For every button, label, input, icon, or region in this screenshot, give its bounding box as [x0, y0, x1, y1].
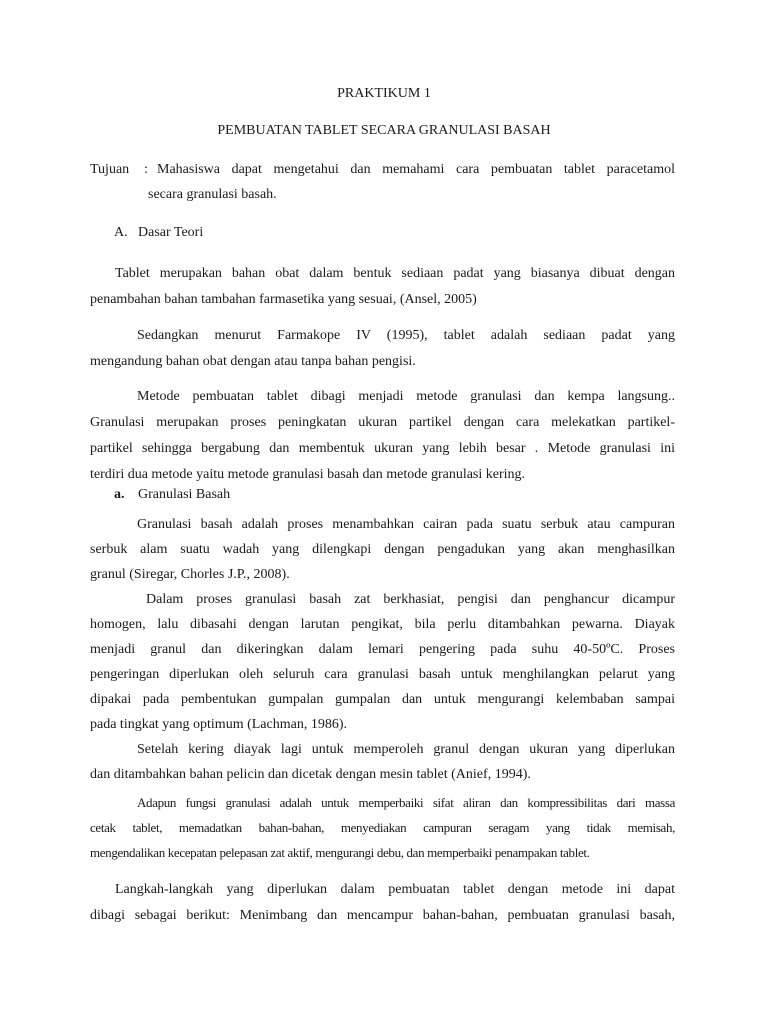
page-title: PRAKTIKUM 1 — [337, 86, 431, 101]
paragraph-line: Granulasi merupakan proses peningkatan ukuran partikel dengan cara melekatkan partikel- — [90, 415, 675, 430]
paragraph-line: menjadi granul dan dikeringkan dalam lemari pengering pada suhu 40-50ºC. Proses — [90, 642, 675, 657]
paragraph-fungsi-granulasi — [90, 790, 675, 865]
section-a-marker: A. — [114, 225, 128, 240]
subsection-a-title: Granulasi Basah — [138, 487, 231, 502]
paragraph-line: terdiri dua metode yaitu metode granulasi basah dan metode granulasi kering. — [90, 467, 526, 482]
paragraph-line: Metode pembuatan tablet dibagi menjadi metode granulasi dan kempa langsung.. — [137, 389, 675, 404]
paragraph-line: dan ditambahkan bahan pelicin dan dicetak dengan mesin tablet (Anief, 1994). — [90, 767, 531, 782]
paragraph-farmakope — [90, 323, 675, 375]
paragraph-metode — [90, 384, 675, 488]
paragraph-line: Adapun fungsi granulasi adalah untuk memperbaiki sifat aliran dan kompressibilitas dari massa — [137, 795, 675, 810]
paragraph-line: serbuk alam suatu wadah yang dilengkapi dengan pengadukan yang akan menghasilkan — [90, 542, 675, 557]
paragraph-line: Sedangkan menurut Farmakope IV (1995), tablet adalah sediaan padat yang — [137, 328, 675, 343]
tujuan-line-2: secara granulasi basah. — [148, 187, 277, 202]
paragraph-proses — [90, 587, 675, 737]
paragraph-line: dibagi sebagai berikut: Menimbang dan mencampur bahan-bahan, pembuatan granulasi basah, — [90, 908, 675, 923]
paragraph-line: pengeringan diperlukan oleh seluruh cara granulasi basah untuk menghilangkan pelarut yang — [90, 667, 675, 682]
paragraph-line: Dalam proses granulasi basah zat berkhasiat, pengisi dan penghancur dicampur — [146, 592, 675, 607]
paragraph-granulasi-basah — [90, 512, 675, 587]
paragraph-langkah — [90, 877, 675, 929]
paragraph-line: cetak tablet, memadatkan bahan-bahan, menyediakan campuran seragam yang tidak memisah, — [90, 820, 675, 835]
paragraph-line: dipakai pada pembentukan gumpalan gumpalan dan untuk mengurangi kelembaban sampai — [90, 692, 675, 707]
paragraph-line: partikel sehingga bergabung dan membentuk ukuran yang lebih besar . Metode granulasi ini — [90, 441, 675, 456]
paragraph-line: penambahan bahan tambahan farmasetika yang sesuai, (Ansel, 2005) — [90, 292, 477, 307]
paragraph-line: Tablet merupakan bahan obat dalam bentuk sediaan padat yang biasanya dibuat dengan — [115, 266, 675, 281]
tujuan-line-1: Mahasiswa dapat mengetahui dan memahami cara pembuatan tablet paracetamol — [157, 162, 675, 177]
paragraph-line: Langkah-langkah yang diperlukan dalam pembuatan tablet dengan metode ini dapat — [115, 882, 675, 897]
paragraph-line: granul (Siregar, Chorles J.P., 2008). — [90, 567, 290, 582]
page-subtitle: PEMBUATAN TABLET SECARA GRANULASI BASAH — [217, 123, 551, 138]
paragraph-tablet-definition — [90, 261, 675, 313]
paragraph-line: Setelah kering diayak lagi untuk memperoleh granul dengan ukuran yang diperlukan — [137, 742, 675, 757]
tujuan-separator: : — [144, 162, 148, 177]
paragraph-line: pada tingkat yang optimum (Lachman, 1986). — [90, 717, 347, 732]
paragraph-line: homogen, lalu dibasahi dengan larutan pengikat, bila perlu ditambahkan pewarna. Diayak — [90, 617, 675, 632]
paragraph-line: mengandung bahan obat dengan atau tanpa bahan pengisi. — [90, 354, 416, 369]
section-a-title: Dasar Teori — [138, 225, 204, 240]
paragraph-setelah-kering — [90, 737, 675, 787]
tujuan-label: Tujuan — [90, 162, 130, 177]
subsection-a-marker: a. — [114, 487, 125, 502]
paragraph-line: mengendalikan kecepatan pelepasan zat aktif, mengurangi debu, dan memperbaiki penampakan tablet. — [90, 845, 590, 860]
paragraph-line: Granulasi basah adalah proses menambahkan cairan pada suatu serbuk atau campuran — [137, 517, 675, 532]
